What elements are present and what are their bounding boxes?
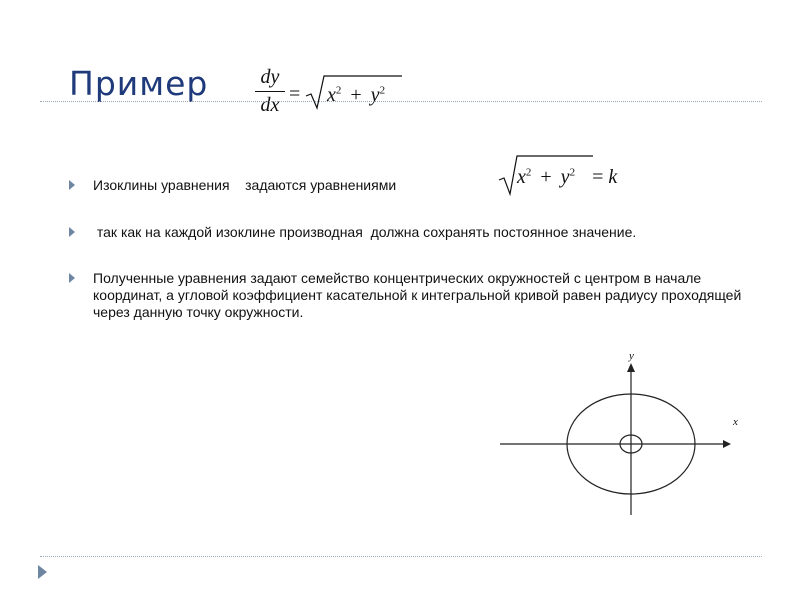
bullet-1-text: Изоклины уравнения задаются уравнениями	[93, 177, 397, 193]
fraction-numerator: dy	[260, 66, 280, 88]
concentric-circles-figure	[495, 350, 755, 520]
fraction-bar	[255, 91, 285, 92]
radicand-y-exponent: 2	[379, 84, 386, 97]
isocline-x: x	[517, 166, 526, 188]
isocline-y-exponent: 2	[569, 166, 576, 179]
title-divider	[40, 101, 762, 102]
isocline-x-exponent: 2	[525, 166, 532, 179]
x-axis-arrowhead	[723, 440, 731, 448]
radicand-x: x	[327, 84, 336, 106]
radicand-x-exponent: 2	[335, 84, 342, 97]
isocline-equation	[517, 166, 617, 189]
isocline-equals: =	[592, 166, 604, 188]
bullet-2-text: так как на каждой изоклине производная должна сохранять постоянное значение.	[93, 224, 637, 240]
x-axis-label: x	[733, 416, 738, 428]
y-axis-arrowhead	[627, 363, 635, 372]
fraction-denominator: dx	[260, 94, 280, 116]
header-sqrt-radicand	[327, 84, 385, 107]
bullet-3-arrow-icon	[69, 273, 75, 283]
radicand-y: y	[370, 84, 380, 106]
derivative-fraction	[255, 66, 285, 117]
bullet-2-arrow-icon	[69, 227, 75, 237]
y-axis-label: y	[629, 350, 634, 362]
bullet-1-arrow-icon	[69, 180, 75, 190]
bullet-3-text: Полученные уравнения задают семейство концентрических окружностей с центром в начале координат, а угловой коэффициент касательной к интегральной кривой равен радиусу проходящей через данную точку окружности.	[93, 270, 742, 320]
slide-title: Пример	[69, 64, 209, 103]
isocline-y: y	[560, 166, 570, 188]
equation-equals: =	[289, 83, 301, 105]
next-slide-arrow-icon[interactable]	[38, 565, 47, 579]
footer-divider	[40, 556, 762, 557]
isocline-k: k	[608, 166, 618, 188]
radicand-plus: +	[350, 84, 362, 106]
isocline-plus: +	[540, 166, 552, 188]
